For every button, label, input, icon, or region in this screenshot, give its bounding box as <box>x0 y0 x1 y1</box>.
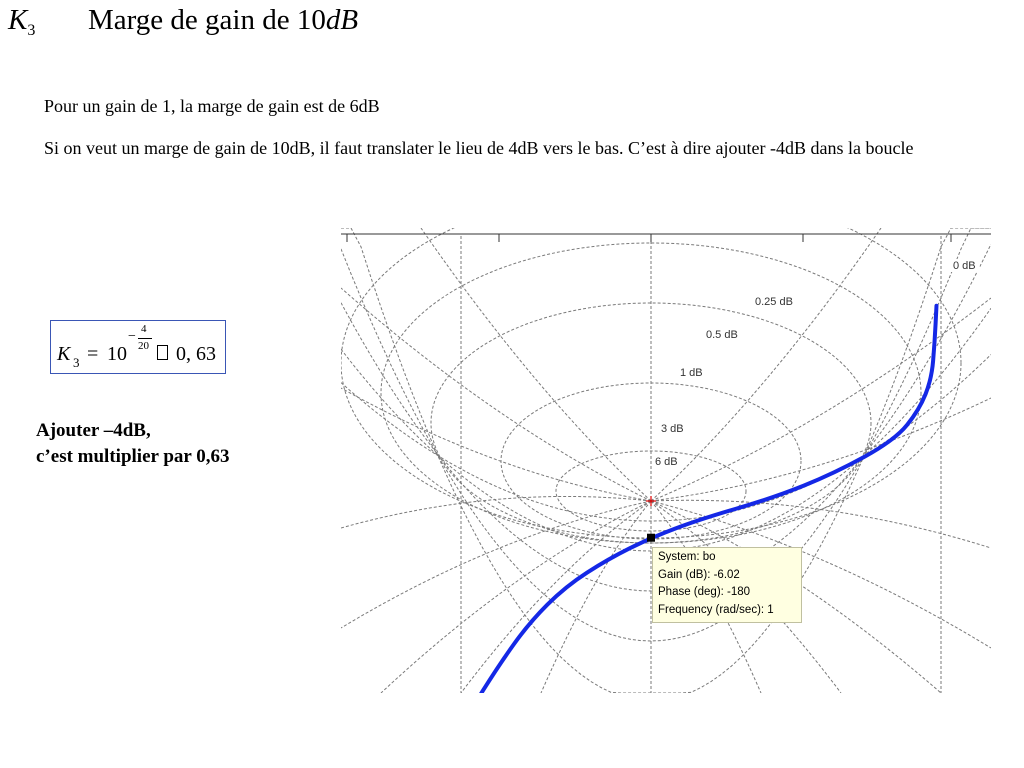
note-line-1: Ajouter –4dB, <box>36 420 151 441</box>
grid-label: 6 dB <box>655 456 678 468</box>
title-text <box>88 4 358 37</box>
paragraph-gain-margin: Pour un gain de 1, la marge de gain est de 6dB <box>44 96 380 116</box>
formula-exponent-denominator: 20 <box>138 340 149 352</box>
datatip[interactable] <box>652 547 802 623</box>
datatip-gain: Gain (dB): -6.02 <box>658 568 740 581</box>
formula-box <box>50 320 226 374</box>
series-line <box>468 306 936 693</box>
curve <box>468 306 936 693</box>
formula-subscript: 3 <box>73 355 80 370</box>
nichols-chart[interactable] <box>341 228 991 693</box>
grid-contour-neg3 <box>341 244 991 591</box>
datatip-frequency: Frequency (rad/sec): 1 <box>658 603 774 616</box>
grid-label: 3 dB <box>661 423 684 435</box>
title-variable-subscript: 3 <box>27 22 36 39</box>
grid-label: 1 dB <box>680 367 703 379</box>
datatip-phase: Phase (deg): -180 <box>658 586 751 598</box>
formula-result: 0, 63 <box>176 343 216 365</box>
grid-label: 0.25 dB <box>755 296 793 308</box>
approx-symbol-box <box>157 345 168 360</box>
formula-equals: = <box>87 343 99 365</box>
grid-phase-contour <box>381 501 651 693</box>
datatip-marker <box>647 534 655 542</box>
grid-phase-contour <box>651 500 991 548</box>
formula-exponent-numerator: 4 <box>141 323 147 335</box>
title-main: Marge de gain de 10 <box>88 4 326 36</box>
grid-labels <box>653 259 980 468</box>
grid-phase-contour <box>651 298 991 501</box>
title-variable: K <box>8 4 28 36</box>
note-line-2: c’est multiplier par 0,63 <box>36 446 230 467</box>
grid-phase-contour <box>651 228 881 501</box>
grid-phase-contour <box>341 501 651 628</box>
grid-phase-contour <box>651 398 991 501</box>
paragraph-translate: Si on veut un marge de gain de 10dB, il faut translater le lieu de 4dB vers le bas. C’est à dire ajouter -4dB dans la boucle <box>44 138 914 158</box>
grid-label: 0 dB <box>953 260 976 272</box>
formula-symbol: K <box>57 343 71 365</box>
datatip-system: System: bo <box>658 551 716 563</box>
slide-title <box>8 4 359 39</box>
title-unit: dB <box>325 4 359 36</box>
formula-exponent-sign: − <box>128 329 136 344</box>
nichols-chart-svg <box>341 228 991 693</box>
formula-fraction-bar <box>138 338 152 339</box>
formula-base: 10 <box>107 343 127 365</box>
grid-phase-contour <box>341 288 651 501</box>
grid-label: 0.5 dB <box>706 329 738 341</box>
note <box>36 418 230 470</box>
grid-phase-contour <box>421 228 651 501</box>
